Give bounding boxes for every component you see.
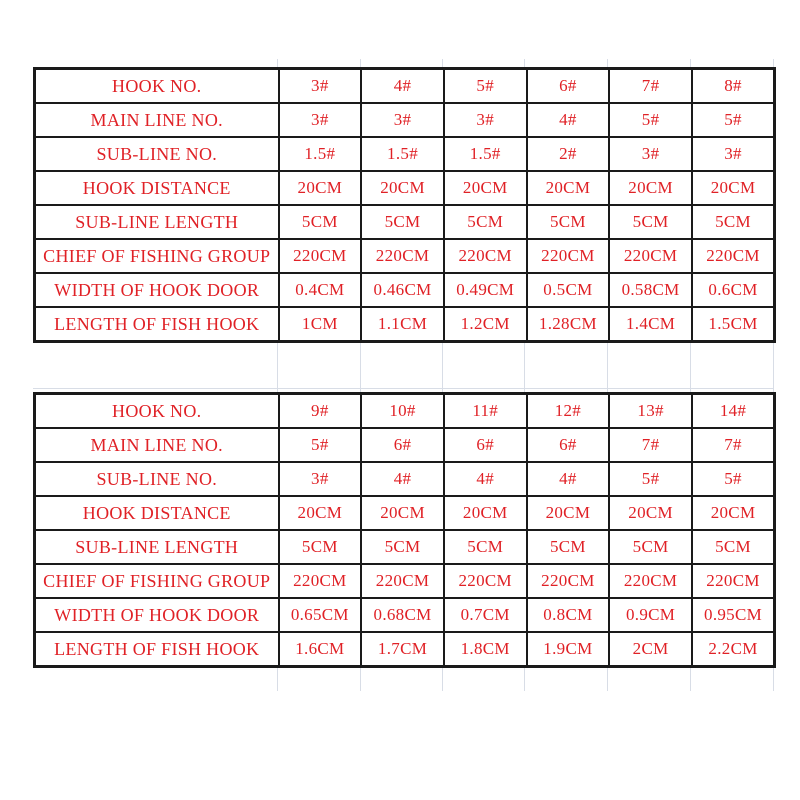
row-label: HOOK NO. [35,394,279,429]
spec-cell: 1.8CM [444,632,527,667]
spec-cell: 20CM [361,496,444,530]
spec-cell: 220CM [444,564,527,598]
spec-cell: 0.6CM [692,273,775,307]
gridline-horizontal [33,388,774,389]
spec-cell: 1CM [279,307,362,342]
spec-cell: 3# [361,103,444,137]
table-row [35,598,775,632]
spec-cell: 7# [692,428,775,462]
spec-cell: 5# [444,69,527,104]
table-row [35,428,775,462]
spec-cell: 20CM [609,171,692,205]
spec-cell: 9# [279,394,362,429]
spec-cell: 5CM [692,530,775,564]
spec-cell: 5CM [692,205,775,239]
spec-cell: 220CM [361,239,444,273]
spec-cell: 220CM [361,564,444,598]
spec-cell: 10# [361,394,444,429]
table-row [35,69,775,104]
spec-cell: 220CM [692,564,775,598]
spec-cell: 8# [692,69,775,104]
row-label: SUB-LINE LENGTH [35,205,279,239]
row-label: SUB-LINE NO. [35,462,279,496]
spec-cell: 4# [527,103,610,137]
spec-cell: 220CM [527,239,610,273]
spec-cell: 20CM [279,496,362,530]
spec-cell: 5CM [444,205,527,239]
spec-cell: 4# [361,462,444,496]
spec-cell: 0.7CM [444,598,527,632]
table-row [35,205,775,239]
spec-cell: 13# [609,394,692,429]
spec-cell: 20CM [609,496,692,530]
spec-cell: 20CM [527,496,610,530]
table-row [35,632,775,667]
spec-cell: 220CM [279,564,362,598]
spec-cell: 220CM [609,239,692,273]
spec-cell: 1.5# [444,137,527,171]
spec-cell: 5CM [527,205,610,239]
spec-cell: 220CM [692,239,775,273]
row-label: HOOK NO. [35,69,279,104]
spec-cell: 2.2CM [692,632,775,667]
spec-cell: 6# [527,69,610,104]
spec-cell: 5CM [527,530,610,564]
spec-cell: 5# [279,428,362,462]
row-label: WIDTH OF HOOK DOOR [35,273,279,307]
spec-cell: 0.49CM [444,273,527,307]
spec-cell: 3# [279,103,362,137]
row-label: WIDTH OF HOOK DOOR [35,598,279,632]
spec-cell: 220CM [279,239,362,273]
spec-cell: 7# [609,428,692,462]
spec-cell: 0.9CM [609,598,692,632]
spec-cell: 12# [527,394,610,429]
spec-cell: 4# [444,462,527,496]
spec-cell: 2# [527,137,610,171]
spec-cell: 0.68CM [361,598,444,632]
spec-cell: 6# [444,428,527,462]
spec-cell: 1.5# [279,137,362,171]
spec-cell: 3# [692,137,775,171]
spec-cell: 6# [527,428,610,462]
table-row [35,273,775,307]
spec-cell: 20CM [444,171,527,205]
table-row [35,394,775,429]
spec-cell: 1.1CM [361,307,444,342]
spec-cell: 0.65CM [279,598,362,632]
spec-cell: 220CM [609,564,692,598]
spec-cell: 5CM [361,205,444,239]
row-label: SUB-LINE LENGTH [35,530,279,564]
row-label: MAIN LINE NO. [35,428,279,462]
row-label: CHIEF OF FISHING GROUP [35,564,279,598]
spec-cell: 5CM [279,205,362,239]
hook-spec-table-small-sizes [33,67,776,343]
table-row [35,239,775,273]
spec-cell: 0.8CM [527,598,610,632]
row-label: MAIN LINE NO. [35,103,279,137]
spec-cell: 4# [361,69,444,104]
spec-cell: 1.7CM [361,632,444,667]
spec-cell: 20CM [444,496,527,530]
table-row [35,103,775,137]
spec-cell: 1.6CM [279,632,362,667]
spec-cell: 2CM [609,632,692,667]
row-label: CHIEF OF FISHING GROUP [35,239,279,273]
spec-cell: 14# [692,394,775,429]
spec-cell: 4# [527,462,610,496]
spec-cell: 20CM [279,171,362,205]
spec-cell: 20CM [692,496,775,530]
spec-cell: 0.58CM [609,273,692,307]
spec-cell: 5CM [279,530,362,564]
table-row [35,137,775,171]
spec-cell: 7# [609,69,692,104]
row-label: LENGTH OF FISH HOOK [35,307,279,342]
spec-cell: 5# [692,462,775,496]
spec-cell: 5CM [609,205,692,239]
spec-cell: 20CM [361,171,444,205]
table-row [35,462,775,496]
spec-cell: 0.5CM [527,273,610,307]
table-row [35,564,775,598]
row-label: SUB-LINE NO. [35,137,279,171]
table-row [35,307,775,342]
spec-cell: 0.46CM [361,273,444,307]
spec-cell: 5CM [361,530,444,564]
spec-cell: 220CM [527,564,610,598]
spec-cell: 5CM [444,530,527,564]
spec-cell: 1.5# [361,137,444,171]
spec-cell: 11# [444,394,527,429]
spec-cell: 5# [692,103,775,137]
hook-spec-table-large-sizes [33,392,776,668]
spec-cell: 20CM [527,171,610,205]
spec-cell: 3# [444,103,527,137]
spec-cell: 1.2CM [444,307,527,342]
spec-cell: 5# [609,103,692,137]
row-label: HOOK DISTANCE [35,171,279,205]
table-row [35,496,775,530]
spec-cell: 3# [279,69,362,104]
spec-cell: 1.4CM [609,307,692,342]
spec-cell: 1.28CM [527,307,610,342]
spec-cell: 5CM [609,530,692,564]
spec-cell: 0.4CM [279,273,362,307]
spec-cell: 3# [609,137,692,171]
spec-cell: 220CM [444,239,527,273]
spec-cell: 0.95CM [692,598,775,632]
spec-cell: 3# [279,462,362,496]
row-label: LENGTH OF FISH HOOK [35,632,279,667]
spec-cell: 6# [361,428,444,462]
spec-cell: 1.5CM [692,307,775,342]
row-label: HOOK DISTANCE [35,496,279,530]
spec-cell: 1.9CM [527,632,610,667]
spec-cell: 20CM [692,171,775,205]
table-row [35,530,775,564]
spec-cell: 5# [609,462,692,496]
table-row [35,171,775,205]
